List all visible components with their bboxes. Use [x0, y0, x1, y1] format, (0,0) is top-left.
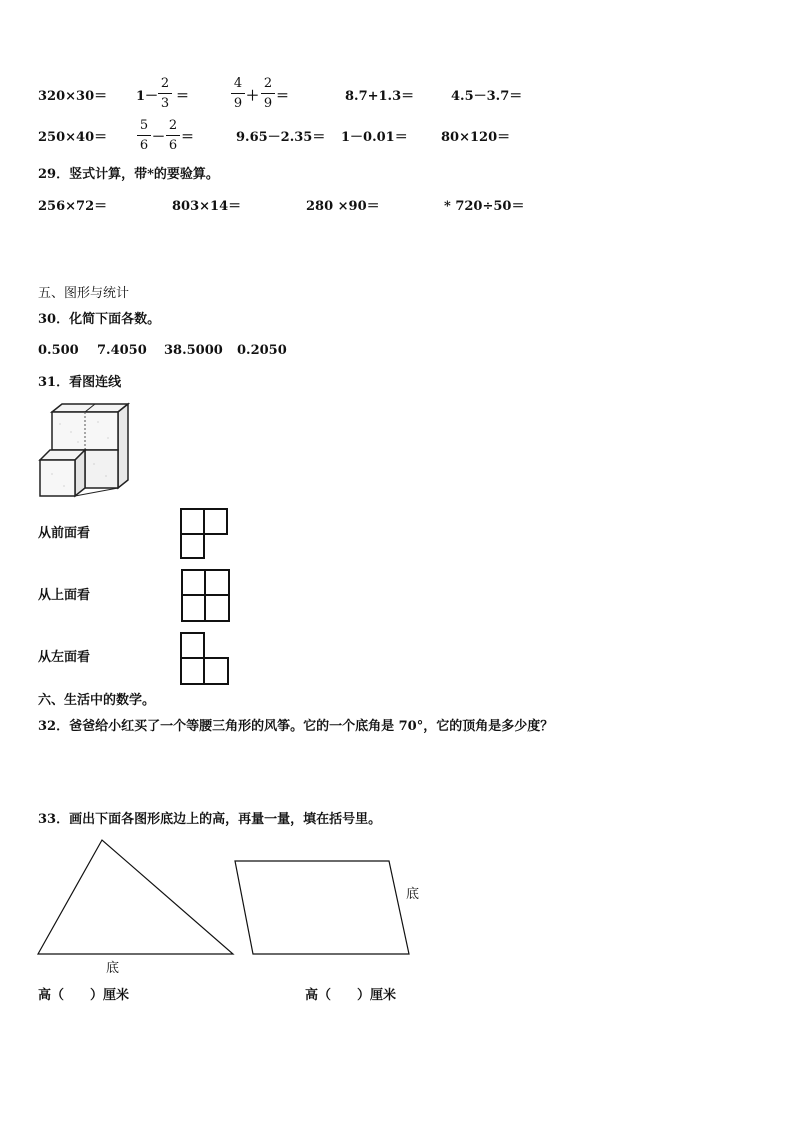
equals-sign: ＝: [176, 89, 190, 104]
parallelogram-base-label: 底: [406, 887, 420, 902]
plus-sign: ＋: [246, 89, 260, 104]
vertical-calc-item: 256×72＝: [38, 199, 108, 214]
frac-denominator: 6: [139, 138, 149, 153]
calc-320x30: 320×30＝: [38, 89, 108, 104]
frac-numerator: 4: [233, 76, 243, 91]
decimal-item: 38.5000: [164, 343, 223, 358]
section-6-title: 六、生活中的数学。: [38, 693, 156, 708]
question-29-title: 29．竖式计算，带*的要验算。: [38, 167, 219, 182]
triangle-base-label: 底: [106, 961, 120, 976]
section-5-title: 五、图形与统计: [38, 286, 130, 301]
calc-1-0.01: 1－0.01＝: [341, 130, 408, 145]
frac-numerator: 2: [168, 118, 178, 133]
question-31-title: 31．看图连线: [38, 375, 122, 390]
calc-250x40: 250×40＝: [38, 130, 108, 145]
minus-sign: －: [152, 130, 166, 145]
fraction-bar: [166, 135, 180, 136]
question-30-title: 30．化简下面各数。: [38, 312, 161, 327]
question-33-title: 33．画出下面各图形底边上的高，再量一量，填在括号里。: [38, 812, 382, 827]
view-label-front: 从前面看: [38, 526, 91, 541]
vertical-calc-item: 280 ×90＝: [306, 199, 380, 214]
frac-denominator: 9: [263, 96, 273, 111]
answer-triangle-height[interactable]: 高（ ）厘米: [38, 988, 130, 1003]
question-32-title: 32．爸爸给小红买了一个等腰三角形的风筝。它的一个底角是 70°，它的顶角是多少度？: [38, 719, 554, 734]
equals-sign: ＝: [181, 130, 195, 145]
frac-denominator: 9: [233, 96, 243, 111]
view-shape-front[interactable]: [180, 508, 230, 560]
view-label-top: 从上面看: [38, 588, 91, 603]
view-label-left: 从左面看: [38, 650, 91, 665]
fraction-bar: [261, 93, 275, 94]
calc-8.7+1.3: 8.7+1.3＝: [345, 89, 415, 104]
parallelogram-figure[interactable]: [232, 857, 414, 957]
answer-parallelogram-height[interactable]: 高（ ）厘米: [305, 988, 397, 1003]
view-shape-left[interactable]: [180, 632, 230, 686]
decimal-item: 7.4050: [97, 343, 147, 358]
equals-sign: ＝: [276, 89, 290, 104]
fraction-bar: [231, 93, 245, 94]
vertical-calc-item: * 720÷50＝: [444, 199, 525, 214]
vertical-calc-item: 803×14＝: [172, 199, 242, 214]
frac-numerator: 5: [139, 118, 149, 133]
fraction-bar: [137, 135, 151, 136]
fraction-bar: [158, 93, 172, 94]
frac-denominator: 6: [168, 138, 178, 153]
frac-numerator: 2: [263, 76, 273, 91]
view-shape-top[interactable]: [181, 569, 231, 623]
cube-stack-figure: [38, 402, 130, 498]
calc-80x120: 80×120＝: [441, 130, 511, 145]
frac-denominator: 3: [160, 96, 170, 111]
triangle-figure[interactable]: [36, 838, 236, 956]
calc-9.65-2.35: 9.65－2.35＝: [236, 130, 326, 145]
decimal-item: 0.2050: [237, 343, 287, 358]
frac-numerator: 2: [160, 76, 170, 91]
calc-4.5-3.7: 4.5－3.7＝: [451, 89, 523, 104]
decimal-item: 0.500: [38, 343, 79, 358]
calc-1-minus-prefix: 1－: [136, 89, 159, 104]
